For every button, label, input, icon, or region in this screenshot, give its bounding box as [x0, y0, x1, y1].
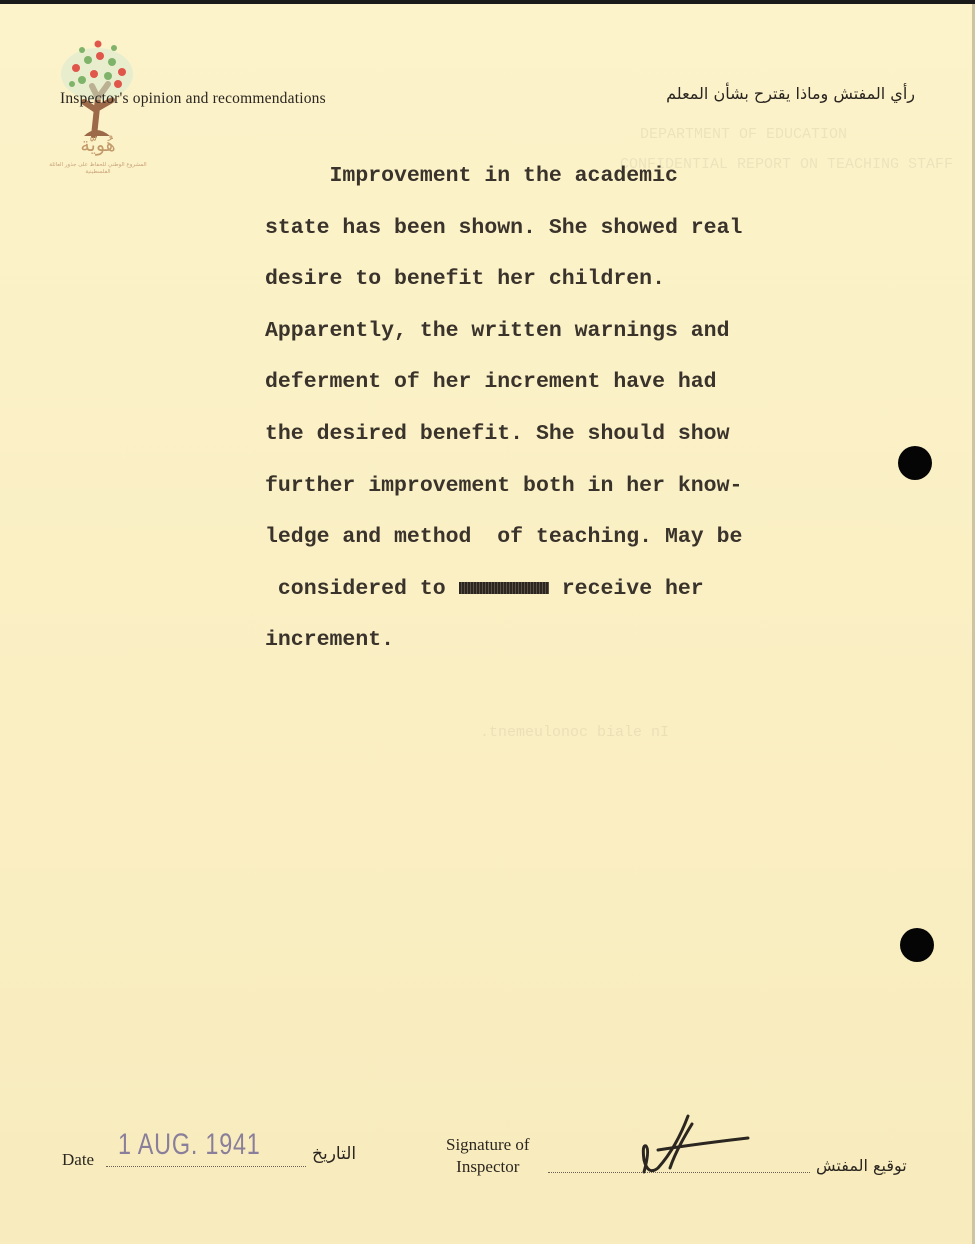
text-line: further improvement both in her know- — [265, 473, 743, 498]
text-line: increment. — [265, 628, 395, 653]
heritage-logo — [48, 38, 148, 198]
date-label-arabic: التاريخ — [312, 1144, 357, 1164]
bleed-through-text: CONFIDENTIAL REPORT ON TEACHING STAFF — [620, 156, 954, 173]
signature-label — [446, 1134, 530, 1178]
signature-label-line: Signature of — [446, 1135, 530, 1154]
signature-label-arabic: توقيع المفتش — [816, 1156, 907, 1175]
logo-wordmark: هُويّة — [80, 134, 116, 156]
tree-icon — [54, 38, 140, 138]
bleed-through-text: .tnemeulonoc biale nI — [480, 724, 670, 741]
bleed-through-text: DEPARTMENT OF EDUCATION — [640, 126, 848, 143]
text-line: the desired benefit. She should show — [265, 421, 730, 446]
text-line: state has been shown. She showed real — [265, 215, 743, 240]
text-line — [265, 573, 905, 625]
text-line: Apparently, the written warnings and — [265, 318, 730, 343]
section-title-arabic: رأي المفتش وماذا يقترح بشأن المعلم — [666, 84, 915, 103]
section-title: Inspector's opinion and recommendations — [60, 90, 326, 107]
text-line: Improvement in the academic — [265, 164, 678, 188]
text-line: deferment of her increment have had — [265, 370, 717, 395]
punch-hole — [898, 446, 932, 480]
punch-hole — [900, 928, 934, 962]
logo-tagline: المشروع الوطني للحفاظ على جذور العائلة الفلسطينية — [49, 162, 147, 175]
signature-label-line: Inspector — [456, 1157, 520, 1176]
text-segment: considered to — [265, 576, 459, 601]
date-line — [106, 1166, 306, 1167]
text-segment: receive her — [548, 576, 704, 601]
date-label: Date — [62, 1150, 95, 1169]
struck-out-word — [459, 582, 549, 594]
date-stamp: 1 AUG. 1941 — [118, 1128, 261, 1161]
text-line: ledge and method of teaching. May be — [265, 525, 743, 550]
inspector-recommendation-text — [265, 160, 905, 676]
signature-icon — [636, 1110, 756, 1180]
text-line: desire to benefit her children. — [265, 267, 665, 292]
